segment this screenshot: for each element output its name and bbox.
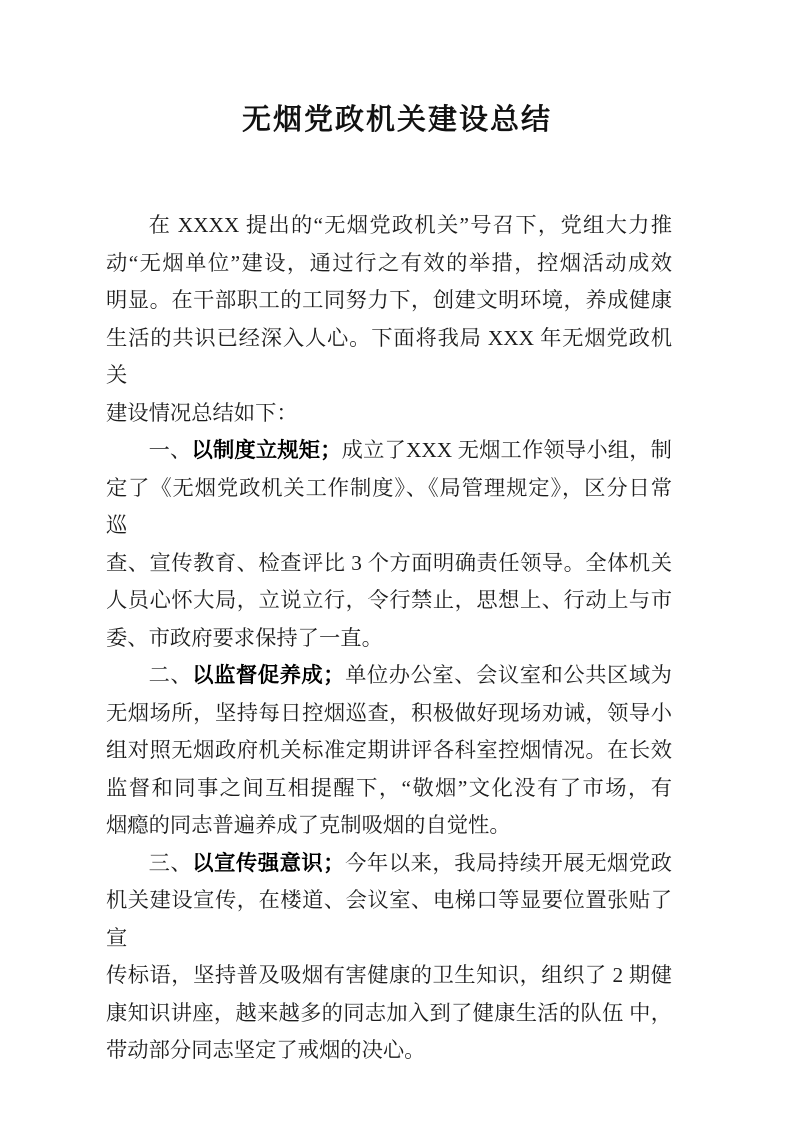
text-line bbox=[106, 207, 672, 245]
body-text: 一、 bbox=[148, 438, 192, 462]
body-text: 定了《无烟党政机关工作制度》、《局管理规定》，区分日常 巡 bbox=[106, 475, 672, 537]
body-text: 组对照无烟政府机关标准定期讲评各科室控烟情况。在长效 bbox=[106, 738, 672, 762]
section-heading-text: 以宣传强意识； bbox=[192, 850, 345, 875]
text-line bbox=[106, 432, 672, 470]
body-text: 康知识讲座，越来越多的同志加入到了健康生活的队伍 中， bbox=[106, 1000, 672, 1025]
body-text: 烟瘾的同志普遍养成了克制吸烟的自觉性。 bbox=[106, 813, 511, 837]
text-line bbox=[106, 845, 672, 883]
body-text: 建设情况总结如下： bbox=[106, 400, 298, 425]
body-text: 今年以来，我局持续开展无烟党政 bbox=[344, 850, 672, 875]
body-text: 带动部分同志坚定了戒烟的决心。 bbox=[106, 1038, 426, 1062]
text-line bbox=[106, 620, 672, 658]
text-line bbox=[106, 320, 672, 395]
text-line bbox=[106, 395, 672, 433]
text-line bbox=[106, 882, 672, 957]
paragraph bbox=[106, 207, 672, 432]
text-line bbox=[106, 695, 672, 733]
body-text: 二、 bbox=[148, 663, 193, 687]
body-text: 委、市政府要求保持了一直。 bbox=[106, 625, 383, 650]
body-text: 成立了XXX 无烟工作领导小组，制 bbox=[341, 438, 672, 462]
section-heading-text: 以制度立规矩； bbox=[191, 438, 342, 462]
text-line bbox=[106, 582, 672, 620]
body-text: 在 XXXX 提出的“无烟党政机关”号召下，党组大力推 bbox=[148, 213, 672, 237]
text-line bbox=[106, 995, 672, 1033]
text-line bbox=[106, 282, 672, 320]
body-text: 无烟场所，坚持每日控烟巡查，积极做好现场劝诫，领导小 bbox=[106, 700, 672, 725]
body-text: 人员心怀大局，立说立行，令行禁止，思想上、行动上与市 bbox=[106, 588, 672, 612]
text-line bbox=[106, 957, 672, 995]
text-line bbox=[106, 470, 672, 545]
paragraph bbox=[106, 657, 672, 845]
text-line bbox=[106, 1032, 672, 1070]
body-text: 明显。在干部职工的工同努力下，创建文明环境，养成健康 bbox=[106, 288, 672, 312]
text-line bbox=[106, 732, 672, 770]
body-text: 机关建设宣传，在楼道、会议室、电梯口等显要位置张贴了 宣 bbox=[106, 888, 672, 950]
text-line bbox=[106, 657, 672, 695]
body-text: 查、宣传教育、检查评比 3 个方面明确责任领导。全体机关 bbox=[106, 550, 672, 575]
body-text: 三、 bbox=[148, 850, 193, 875]
text-line bbox=[106, 770, 672, 808]
text-line bbox=[106, 245, 672, 283]
document-body bbox=[106, 207, 672, 1070]
document-title: 无烟党政机关建设总结 bbox=[241, 104, 552, 136]
text-line bbox=[106, 807, 672, 845]
paragraph bbox=[106, 432, 672, 657]
body-text: 传标语，坚持普及吸烟有害健康的卫生知识，组织了 2 期健 bbox=[106, 963, 672, 987]
body-text: 生活的共识已经深入人心。下面将我局 XXX 年无烟党政机关 bbox=[106, 325, 672, 387]
text-line bbox=[106, 545, 672, 583]
section-heading-text: 以监督促养成； bbox=[192, 663, 345, 687]
body-text: 单位办公室、会议室和公共区域为 bbox=[344, 663, 672, 687]
body-text: 动“无烟单位”建设，通过行之有效的举措，控烟活动成效 bbox=[106, 250, 672, 275]
body-text: 监督和同事之间互相提醒下，“敬烟”文化没有了市场，有 bbox=[106, 775, 672, 800]
paragraph bbox=[106, 845, 672, 1070]
